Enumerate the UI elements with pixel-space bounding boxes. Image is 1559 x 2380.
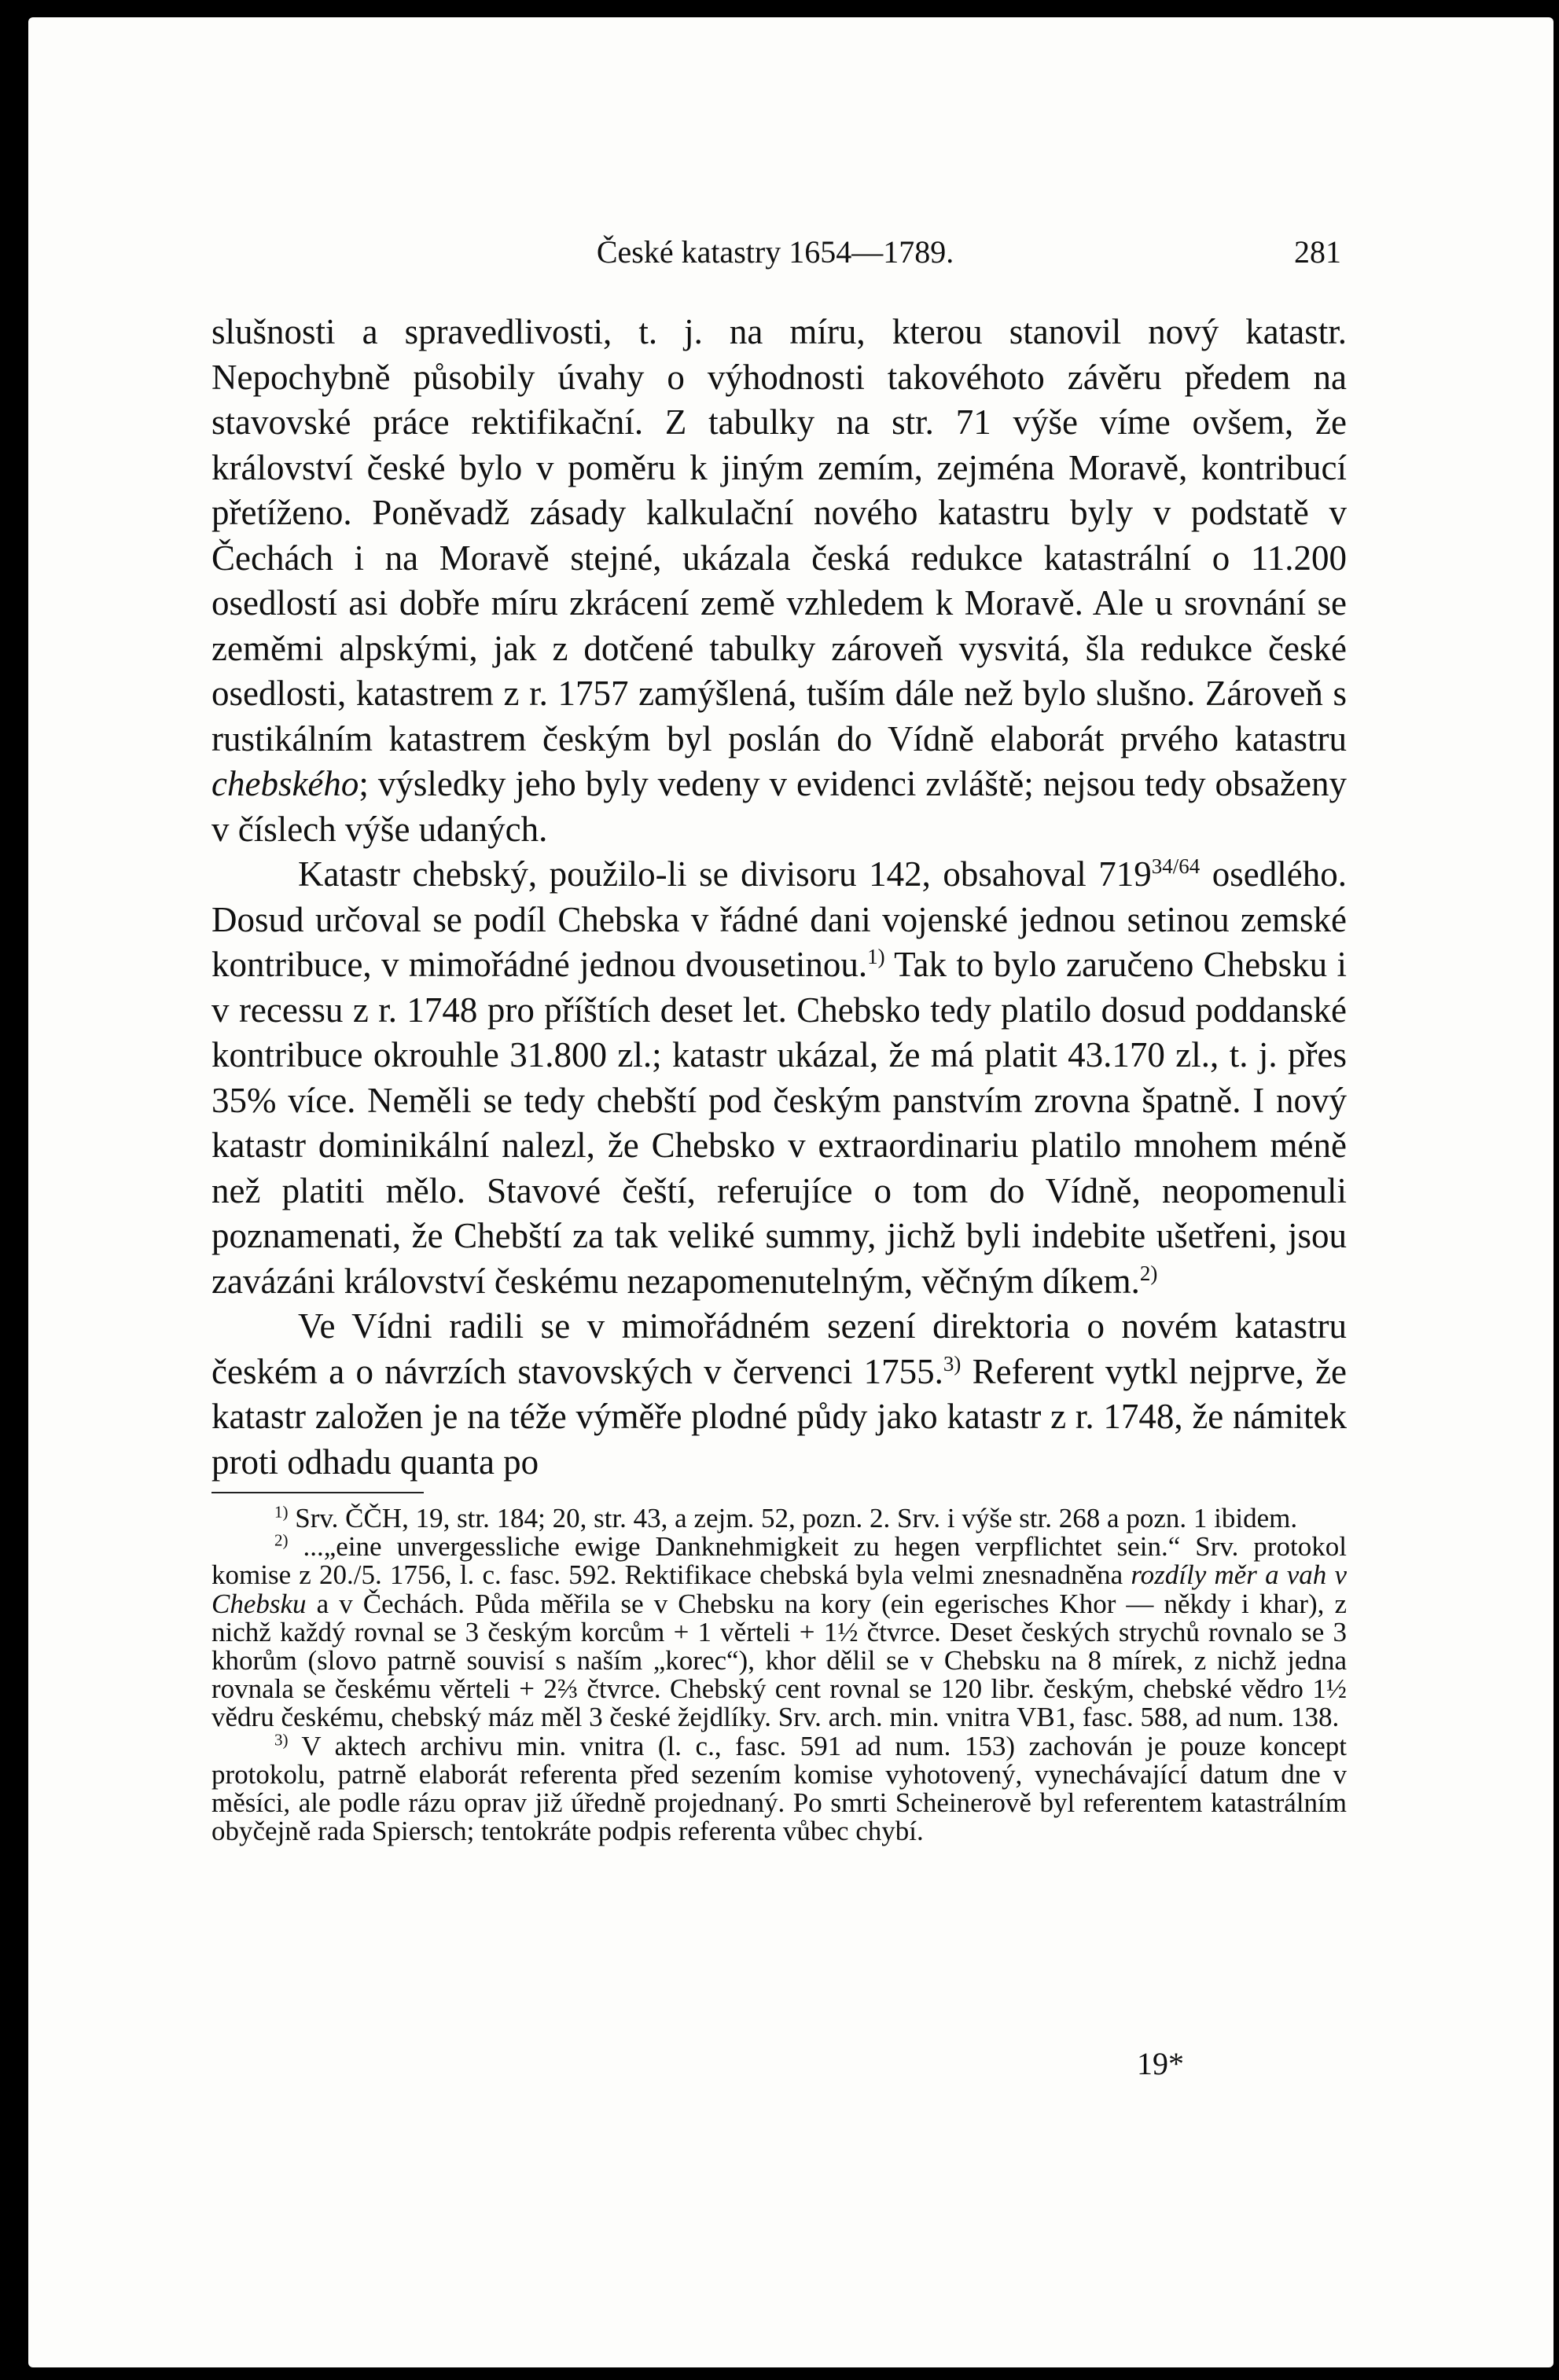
italic-rozdily: rozdíly měr a vah v Chebsku <box>211 1559 1348 1619</box>
footnotes <box>211 1504 1347 1846</box>
fraction: 34/64 <box>1151 854 1201 878</box>
footnote-3: $^{3)}$ V aktech archivu min. vnitra (l. c., fasc. 591 ad num. 153) zachován je pouze koncept protokolu, patrně elaborát referenta před sezením komise vyhotovený, vynechávající datum dne v měsíci, ale podle rázu oprav již úředně projednaný. Po smrti Scheinerově byl referentem katastrálním obyčejně rada Spiersch; tentokráte podpis referenta vůbec chybí. <box>211 1729 1347 1847</box>
footnote-rule <box>211 1492 424 1493</box>
footnote-2: $^{2)}$ ...„eine unvergessliche ewige Danknehmigkeit zu hegen verpflichtet sein.“ Srv. protokol komise z 20./5. 1756, l. c. fasc. 592. Rektifikace chebská byla velmi znesnadněna rozdíly měr a vah v Chebsku a v Čechách. Půda měřila se v Chebsku na kory (ein egerisches Khor — někdy i khar), z nichž každý rovnal se 3 českým korcům + 1 věrteli + 1½ čtvrce. Deset českých strychů rovnalo se 3 khorům (slovo patrně souvisí s naším „korec“), khor dělil se v Chebsku na 8 mírek, z nichž jedna rovnala se českému věrteli + 2⅔ čtvrce. Chebský cent rovnal se 120 libr. českým, chebské vědro 1½ vědru českému, chebský máz měl 3 české žejdlíky. Srv. arch. min. vnitra VB1, fasc. 588, ad num. 138. <box>211 1530 1348 1733</box>
running-title: České katastry 1654—1789. <box>596 234 954 270</box>
page <box>28 17 1553 2367</box>
italic-chebskeho: chebského <box>211 764 359 803</box>
footnote-1: $^{1)}$ Srv. ČČH, 19, str. 184; 20, str. 43, a zejm. 52, pozn. 2. Srv. i výše str. 268 a pozn. 1 ibidem. <box>274 1502 1298 1533</box>
footnote-ref-2: 2) <box>1139 1261 1158 1285</box>
footnote-ref-1: 1) <box>867 945 885 968</box>
paragraph-3: Ve Vídni radili se v mimořádném sezení direktoria o novém katastru českém a o návrzích stavovských v červenci 1755.$^{3)}$ Referent vytkl nejprve, že katastr založen je na téže výměře plodné půdy jako katastr z r. 1748, že námitek proti odhadu quanta po <box>211 1306 1348 1482</box>
signature-mark: 19* <box>1137 2046 1184 2081</box>
page-header <box>209 233 1341 281</box>
page-number: 281 <box>1294 234 1341 270</box>
paragraph-2: Katastr chebský, použilo-li se divisoru 142, obsahoval $719^{34/64}$ osedlého. Dosud určoval se podíl Chebska v řádné dani vojenské jednou setinou zemské kontribuce, v mimořádné jednou dvousetinou.$^{1)}$ Tak to bylo zaručeno Chebsku i v recessu z r. 1748 pro příštích deset let. Chebsko tedy platilo dosud poddanské kontribuce okrouhle 31.800 zl.; katastr ukázal, že má platit 43.170 zl., t. j. přes 35% více. Neměli se tedy chebští pod českým panstvím zrovna špatně. I nový katastr dominikální nalezl, že Chebsko v extraordinariu platilo mnohem méně než platiti mělo. Stavové čeští, referujíce o tom do Vídně, neopomenuli poznamenati, že Chebští za tak veliké summy, jichž byli indebite ušetřeni, jsou zavázáni království českému nezapomenutelným, věčným díkem.$^{2)}$ <box>211 854 1348 1301</box>
body-text <box>211 310 1347 1485</box>
paragraph-1: slušnosti a spravedlivosti, t. j. na míru, kterou stanovil nový katastr. Nepochybně působily úvahy o výhodnosti takovéhoto závěru předem na stavovské práce rektifikační. Z tabulky na str. 71 výše víme ovšem, že království české bylo v poměru k jiným zemím, zejména Moravě, kontribucí přetíženo. Poněvadž zásady kalkulační nového katastru byly v podstatě v Čechách i na Moravě stejné, ukázala česká redukce katastrální o 11.200 osedlostí asi dobře míru zkrácení země vzhledem k Moravě. Ale u srovnání se zeměmi alpskými, jak z dotčené tabulky zároveň vysvitá, šla redukce české osedlosti, katastrem z r. 1757 zamýšlená, tuším dále než bylo slušno. Zároveň s rustikálním katastrem českým byl poslán do Vídně elaborát prvého katastru chebského; výsledky jeho byly vedeny v evidenci zvláště; nejsou tedy obsaženy v číslech výše udaných. <box>211 312 1347 849</box>
footnote-ref-3: 3) <box>943 1351 962 1375</box>
